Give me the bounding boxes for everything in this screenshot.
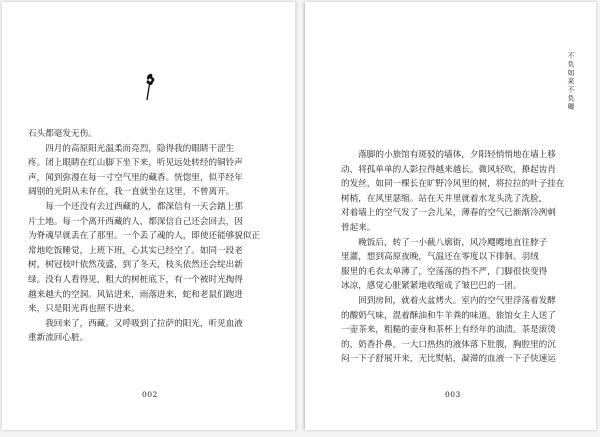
- text-line: 来，只是阳光再也照不进来。: [28, 304, 140, 315]
- text-line: 越来越大的空洞。风钻进来，雨落进来，蛇和老鼠们跑进: [28, 289, 243, 300]
- text-line: 石头都毫发无伤。: [28, 129, 97, 139]
- text-line: 回到房间，就着火盆烤火。室内的空气里浮荡着发酵: [358, 295, 556, 306]
- book-gutter: [295, 2, 305, 430]
- text-line: 的酸奶气味，混着酥油和牛羊粪的味道。旅馆女主人送了: [341, 310, 556, 321]
- text-line: 落脚的小旅馆有斑驳的墙体，夕阳轻悄悄地在墙上移: [358, 150, 556, 160]
- text-line: 为脊魂早就丢在了那里。一个丢了魂的人，即使还能够貌似正: [28, 231, 261, 242]
- left-page-body: [28, 127, 272, 346]
- text-line: 骨起来。: [341, 222, 376, 233]
- text-line: 绿。没有人看得见，粗大的树桩底下，有一个被时光掏得: [28, 274, 243, 285]
- text-line: 树梢，在风里瑟缩。站在天井里就着水龙头洗了洗脸，: [341, 193, 548, 204]
- text-line: 我回来了，西藏。又呼吸到了拉萨的阳光，听见血液: [45, 318, 243, 329]
- text-line: 阔别的光阴从未存在，我一直就坐在这里，不曾离开。: [28, 187, 235, 198]
- text-line: 冰凉，感觉心脏紧紧地收缩成了皱巴巴的一团。: [341, 281, 522, 292]
- text-line: 四月的高原阳光温柔而亮烈，隐得我的眼睛干涩生: [45, 143, 235, 154]
- page-number-left: 002: [142, 390, 158, 399]
- right-page: [305, 2, 596, 430]
- text-line: 闷一下子舒展开来，无比熨帖，凝滞的血液一下子快速运: [341, 354, 556, 365]
- text-line: 晚饭后，转了一小截八廓街，风冷飕飕地直往脖子: [358, 237, 548, 248]
- text-line: 每一个还没有去过西藏的人，都深信有一天会踏上那: [45, 201, 243, 212]
- text-line: 常地吃饭睡觉，上班下班，心其实已经空了。如同一段老: [28, 245, 243, 256]
- text-line: 声，闻到弥漫在每一寸空气里的藏香。恍惚里，似乎经年: [28, 172, 243, 183]
- running-title: 不负如来不负卿: [567, 52, 575, 112]
- text-line: 对着墙上的空气发了一会儿呆，薄春的空气已渐渐冷冽刺: [341, 208, 556, 219]
- text-line: 服里的毛衣太单薄了，空荡荡的挡不严，门脚很快变得: [341, 266, 548, 277]
- left-page: [2, 2, 295, 430]
- text-line: 动，将孤单单的人影拉得越来越长。微风轻吹，撩起齿肖: [341, 164, 556, 175]
- text-line: 树，树冠枝叶依然茂盛，到了冬天，枝头依然还会绽出新: [28, 260, 243, 271]
- text-line: 里灌，想到高原夜晚，气温还在零度以下徘徊。羽绒: [341, 252, 539, 263]
- text-line: 疼。闭上眼睛在红山脚下坐下来，听见远处转经的铜铃声: [28, 158, 243, 169]
- ink-flower-icon: [142, 70, 158, 102]
- text-line: 重新流回心脏。: [28, 333, 89, 344]
- right-page-body: [341, 148, 581, 367]
- page-number-right: 003: [445, 390, 461, 399]
- text-line: 片土地。每一个离开西藏的人，都深信自己还会回去，因: [28, 216, 243, 227]
- text-line: 的，奶香扑鼻，一大口热热的液体落下肚腹，胸腔里的沉: [341, 339, 556, 350]
- text-line: 的发丝，如同一棵长在旷野冷风里的树，将拉拉的叶子挂在: [341, 179, 565, 190]
- text-line: 一壶茶来，粗糙的壶身和茶杯上有经年的油渍。茶是滚烫: [341, 325, 556, 336]
